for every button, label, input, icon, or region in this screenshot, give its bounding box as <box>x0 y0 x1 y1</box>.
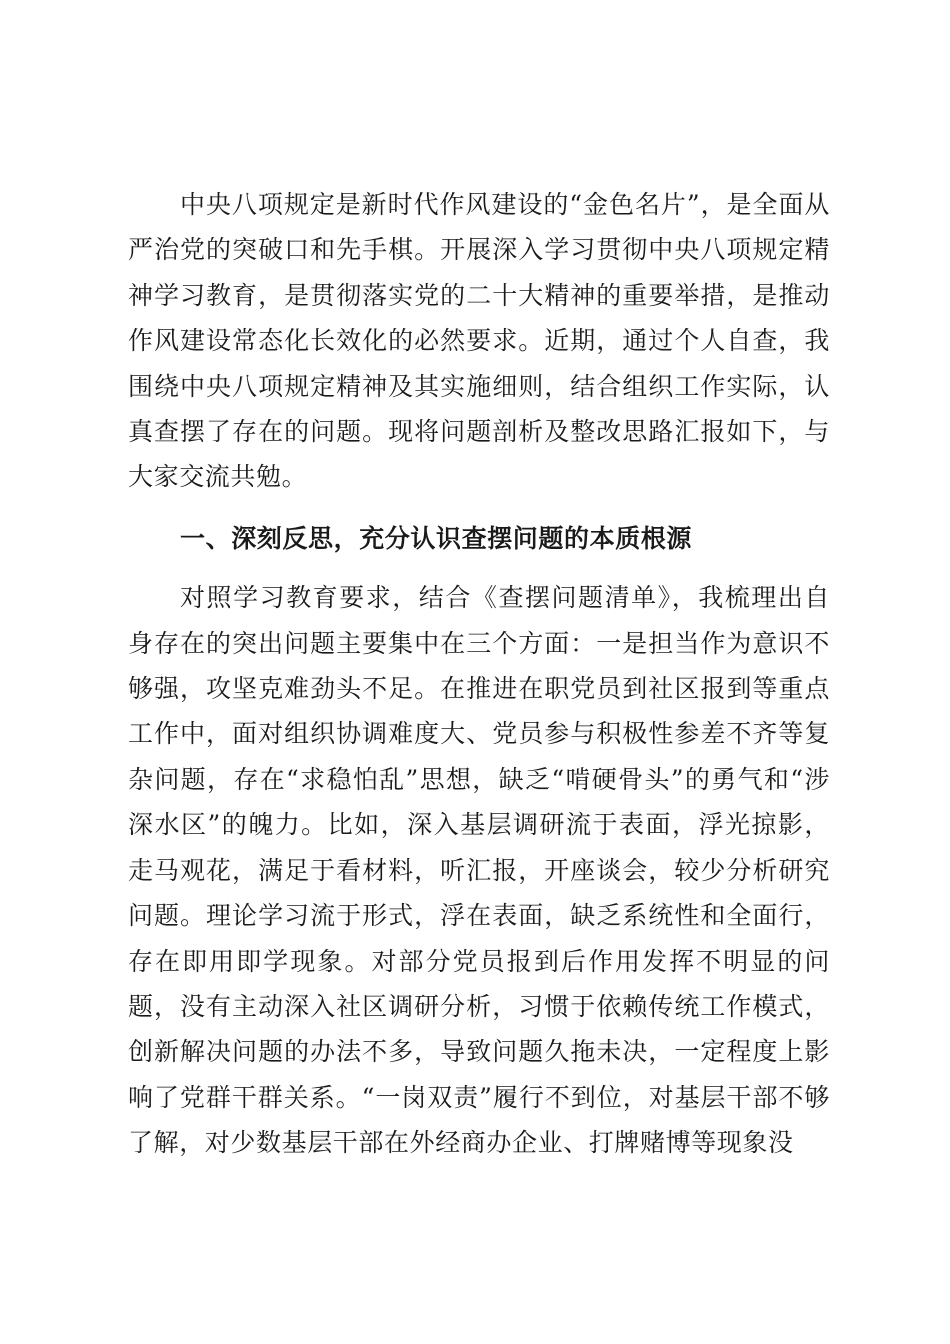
section-1-paragraph: 对照学习教育要求，结合《查摆问题清单》，我梳理出自身存在的突出问题主要集中在三个方面：一是担当作为意识不够强，攻坚克难劲头不足。在推进在职党员到社区报到等重点工作中，面对组织协调难度大、党员参与积极性参差不齐等复杂问题，存在“求稳怕乱”思想，缺乏“啃硬骨头”的勇气和“涉深水区”的魄力。比如，深入基层调研流于表面，浮光掠影，走马观花，满足于看材料，听汇报，开座谈会，较少分析研究问题。理论学习流于形式，浮在表面，缺乏系统性和全面行，存在即用即学现象。对部分党员报到后作用发挥不明显的问题，没有主动深入社区调研分析，习惯于依赖传统工作模式，创新解决问题的办法不多，导致问题久拖未决，一定程度上影响了党群干群关系。“一岗双责”履行不到位，对基层干部不够了解，对少数基层干部在外经商办企业、打牌赌博等现象没 <box>128 583 830 1158</box>
intro-paragraph: 中央八项规定是新时代作风建设的“金色名片”，是全面从严治党的突破口和先手棋。开展深入学习贯彻中央八项规定精神学习教育，是贯彻落实党的二十大精神的重要举措，是推动作风建设常态化长效化的必然要求。近期，通过个人自查，我围绕中央八项规定精神及其实施细则，结合组织工作实际，认真查摆了存在的问题。现将问题剖析及整改思路汇报如下，与大家交流共勉。 <box>128 190 830 492</box>
document-body <box>128 182 830 1166</box>
section-heading-1: 一、深刻反思，充分认识查摆问题的本质根源 <box>180 523 693 553</box>
